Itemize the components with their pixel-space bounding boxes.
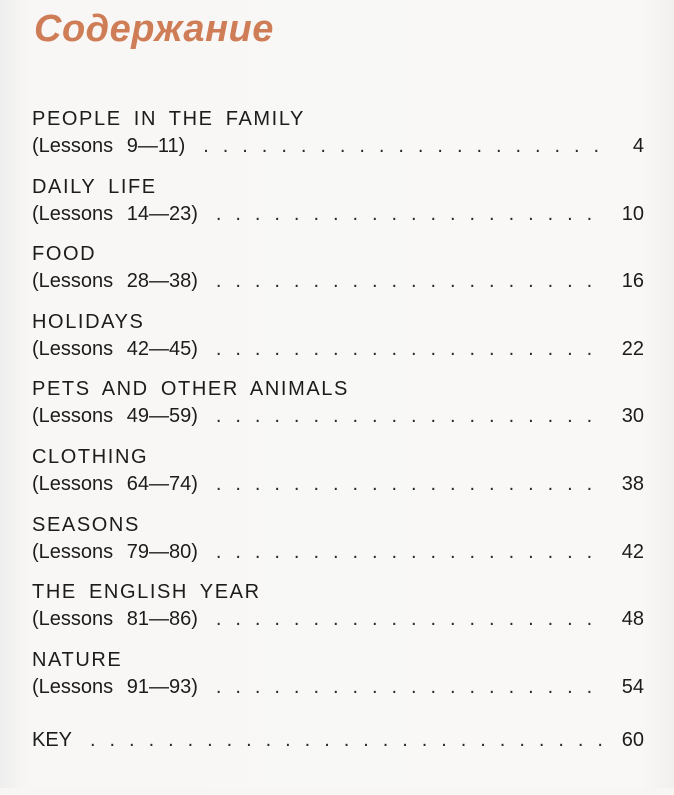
toc-lessons: (Lessons 49—59) xyxy=(32,405,198,428)
toc-line xyxy=(32,674,644,701)
toc-line xyxy=(32,606,644,633)
toc-heading: PEOPLE IN THE FAMILY xyxy=(32,108,305,130)
dot-leader xyxy=(216,403,604,430)
toc-entry-clothing[interactable] xyxy=(32,444,644,512)
toc-page-number: 42 xyxy=(621,540,644,563)
toc-line xyxy=(32,336,644,363)
dot-leader xyxy=(216,336,604,363)
toc-line xyxy=(32,268,644,295)
toc-page-number: 16 xyxy=(621,270,644,293)
dot-leader xyxy=(90,727,604,754)
toc-entry-people-in-the-family[interactable] xyxy=(32,106,644,174)
toc-line xyxy=(32,403,644,430)
toc-page-number: 22 xyxy=(621,337,644,360)
toc-page-number: 54 xyxy=(621,675,644,698)
dot-leader xyxy=(216,606,604,633)
toc-lessons: (Lessons 14—23) xyxy=(32,202,198,225)
toc-heading: SEASONS xyxy=(32,513,140,536)
toc-heading: FOOD xyxy=(32,243,97,266)
toc-lessons: (Lessons 42—45) xyxy=(32,337,198,360)
toc-heading: DAILY LIFE xyxy=(32,175,157,198)
toc-entry-daily-life[interactable] xyxy=(32,174,644,242)
toc-heading: THE ENGLISH YEAR xyxy=(32,581,261,604)
toc-lessons: (Lessons 79—80) xyxy=(32,540,198,563)
toc-entry-the-english-year[interactable] xyxy=(32,579,644,647)
page-title: Содержание xyxy=(34,8,274,50)
toc-entry-seasons[interactable] xyxy=(32,512,644,580)
toc-heading: HOLIDAYS xyxy=(32,310,145,333)
toc-entry-nature[interactable] xyxy=(32,647,644,715)
dot-leader xyxy=(216,268,604,295)
toc-lessons: (Lessons 64—74) xyxy=(32,472,198,495)
toc-lessons: (Lessons 28—38) xyxy=(32,270,198,293)
toc-entry-food[interactable] xyxy=(32,241,644,309)
dot-leader xyxy=(216,471,604,498)
dot-leader xyxy=(216,201,604,228)
toc-lessons: (Lessons 9—11) xyxy=(32,135,186,157)
toc-entry-pets-and-other-animals[interactable] xyxy=(32,376,644,444)
toc-heading: NATURE xyxy=(32,648,123,671)
toc-line xyxy=(32,539,644,566)
toc-heading: CLOTHING xyxy=(32,445,149,468)
toc-key-label: KEY xyxy=(32,729,73,752)
table-of-contents xyxy=(32,106,644,795)
toc-entry-key[interactable] xyxy=(32,727,644,795)
toc-page-number: 4 xyxy=(632,135,644,157)
dot-leader xyxy=(203,133,604,160)
dot-leader xyxy=(216,539,604,566)
toc-line xyxy=(32,201,644,228)
toc-page-number: 60 xyxy=(621,729,644,752)
toc-heading: PETS AND OTHER ANIMALS xyxy=(32,378,349,401)
toc-line xyxy=(32,471,644,498)
toc-lessons: (Lessons 91—93) xyxy=(32,675,198,698)
toc-page-number: 38 xyxy=(621,472,644,495)
toc-page-number: 30 xyxy=(621,405,644,428)
toc-page-number: 48 xyxy=(621,608,644,631)
toc-page-number: 10 xyxy=(621,202,644,225)
toc-line xyxy=(32,727,644,754)
dot-leader xyxy=(216,674,604,701)
toc-line xyxy=(32,133,644,160)
toc-entry-holidays[interactable] xyxy=(32,309,644,377)
toc-lessons: (Lessons 81—86) xyxy=(32,608,198,631)
